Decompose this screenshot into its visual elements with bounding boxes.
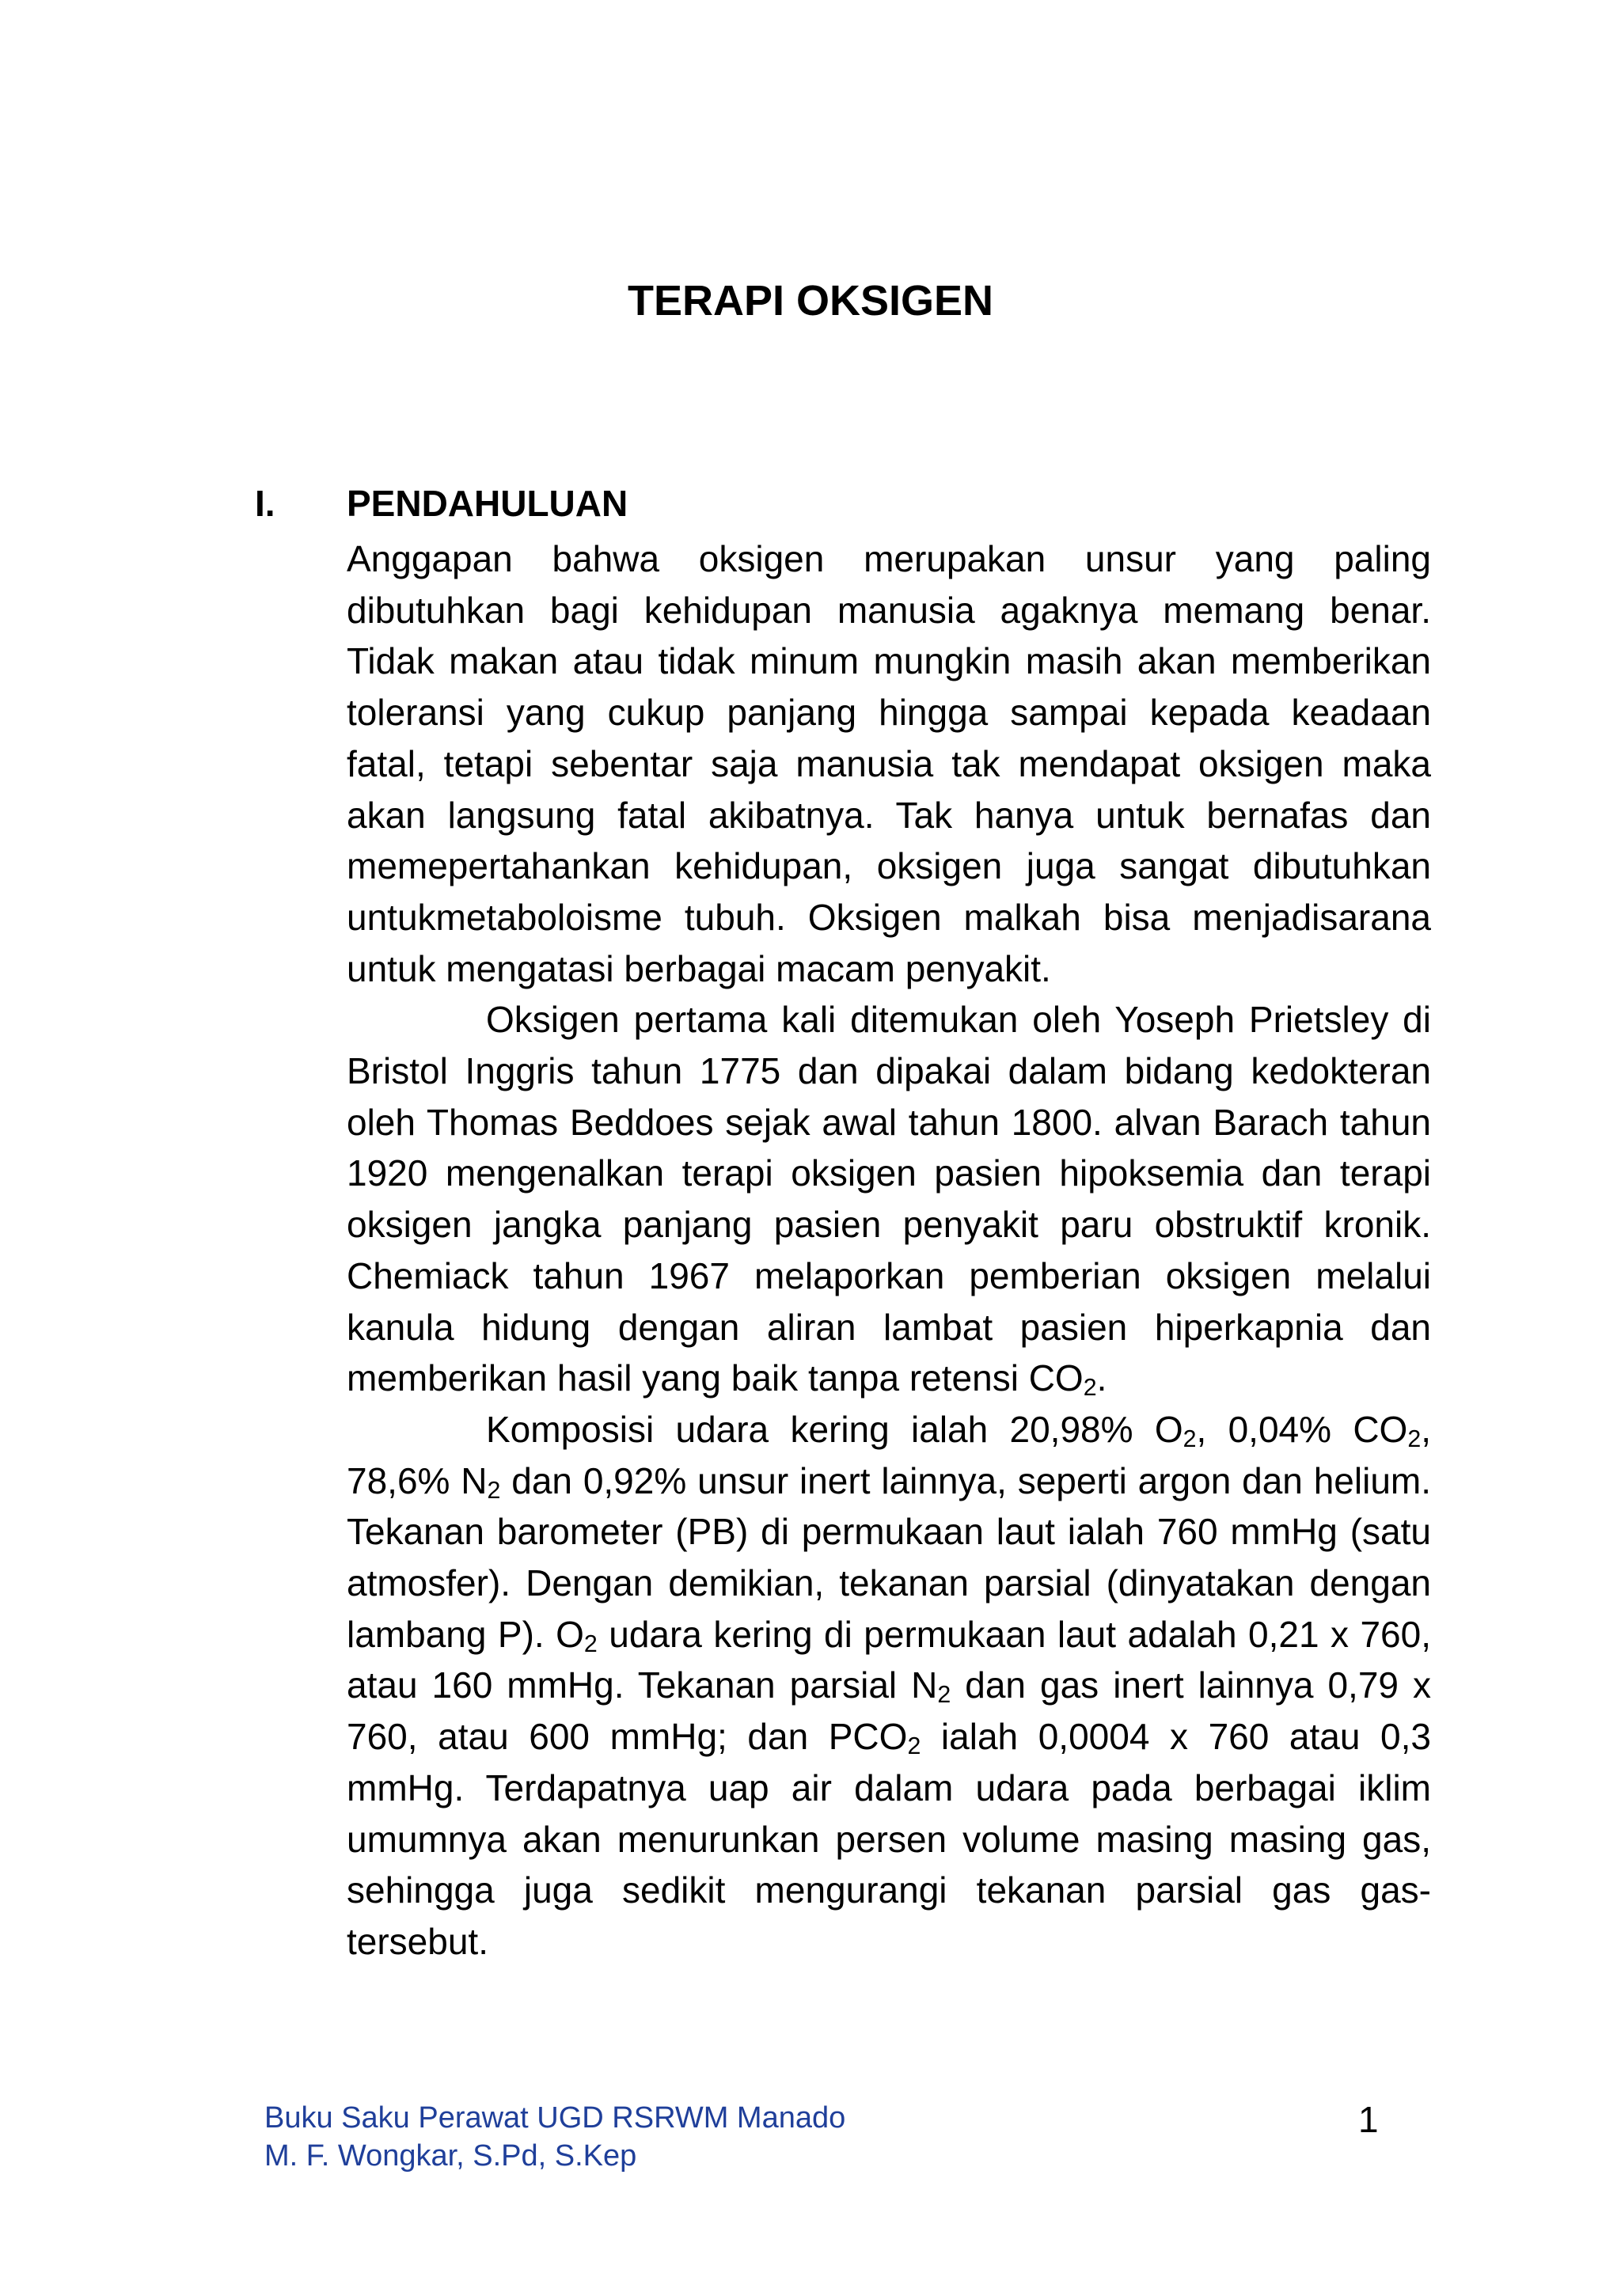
text-run: dan 0,92% unsur inert lainnya, seperti argon dan helium. Tekanan barometer (PB) di permukaan laut ialah 760 mmHg (satu atmosfer). Dengan demikian, tekanan parsial (dinyatakan dengan lambang P). O	[347, 1459, 1431, 1655]
paragraph-1	[347, 533, 1431, 994]
subscript: 2	[583, 1630, 598, 1657]
subscript: 2	[487, 1477, 501, 1504]
page-number: 1	[1358, 2099, 1379, 2140]
section-number: I.	[255, 483, 275, 524]
page-title: TERAPI OKSIGEN	[627, 277, 994, 324]
footer-author: M. F. Wongkar, S.Pd, S.Kep	[264, 2139, 637, 2173]
text-run: , 78,6% N	[347, 1408, 1431, 1501]
subscript: 2	[937, 1682, 951, 1709]
text-run: ialah 0,0004 x 760 atau 0,3 mmHg. Terdapatnya uap air dalam udara pada berbagai iklim umumnya akan menurunkan persen volume masing masing gas, sehingga juga sedikit mengurangi tekanan parsial gas gas-tersebut.	[347, 1716, 1432, 1962]
subscript: 2	[1407, 1426, 1422, 1453]
subscript: 2	[1083, 1375, 1097, 1402]
text-run: Komposisi udara kering ialah 20,98% O	[486, 1408, 1183, 1450]
paragraph-3	[347, 1404, 1431, 1968]
text-run: Anggapan bahwa oksigen merupakan unsur yang paling dibutuhkan bagi kehidupan manusia agaknya memang benar. Tidak makan atau tidak minum mungkin masih akan memberikan toleransi yang cukup panjang hingga sampai kepada keadaan fatal, tetapi sebentar saja manusia tak mendapat oksigen maka akan langsung fatal akibatnya. Tak hanya untuk bernafas dan memepertahankan kehidupan, oksigen juga sangat dibutuhkan untukmetaboloisme tubuh. Oksigen malkah bisa menjadisarana untuk mengatasi berbagai macam penyakit.	[347, 538, 1431, 989]
section-heading: PENDAHULUAN	[347, 483, 628, 524]
paragraph-2	[347, 994, 1431, 1404]
subscript: 2	[907, 1733, 921, 1760]
text-run: udara kering di permukaan laut adalah 0,21 x 760, atau 160 mmHg. Tekanan parsial N	[347, 1613, 1431, 1706]
text-run: , 0,04% CO	[1196, 1408, 1408, 1450]
footer-book-title: Buku Saku Perawat UGD RSRWM Manado	[264, 2101, 846, 2135]
subscript: 2	[1183, 1426, 1197, 1453]
text-run: .	[1096, 1357, 1107, 1399]
text-run: Oksigen pertama kali ditemukan oleh Yoseph Prietsley di Bristol Inggris tahun 1775 dan dipakai dalam bidang kedokteran oleh Thomas Beddoes sejak awal tahun 1800. alvan Barach tahun 1920 mengenalkan terapi oksigen pasien hipoksemia dan terapi oksigen jangka panjang pasien penyakit paru obstruktif kronik. Chemiack tahun 1967 melaporkan pemberian oksigen melalui kanula hidung dengan aliran lambat pasien hiperkapnia dan memberikan hasil yang baik tanpa retensi CO	[347, 999, 1431, 1399]
body-text	[347, 533, 1431, 1968]
text-run: dan gas inert lainnya 0,79 x 760, atau 600 mmHg; dan PCO	[347, 1664, 1431, 1758]
footer	[264, 2099, 845, 2175]
